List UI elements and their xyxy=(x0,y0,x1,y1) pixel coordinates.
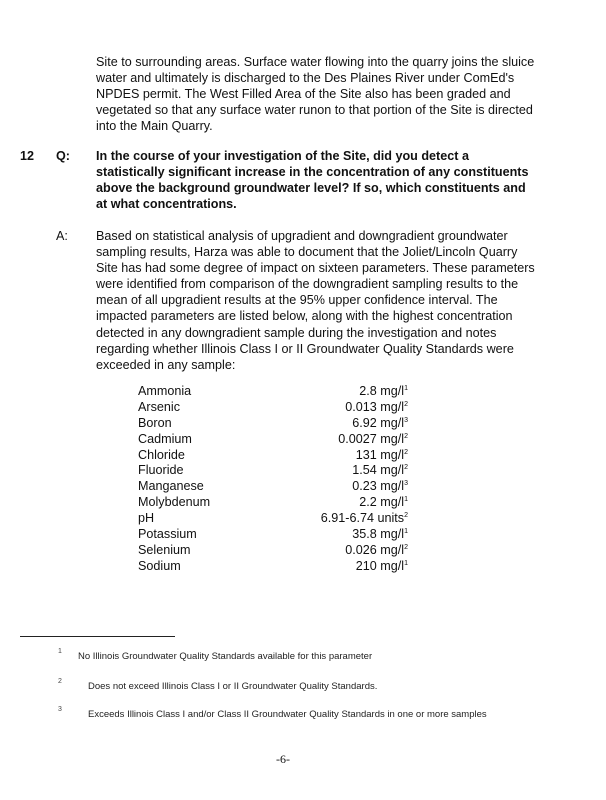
parameter-name: Potassium xyxy=(138,527,197,542)
parameter-row xyxy=(138,448,408,464)
parameter-name: Ammonia xyxy=(138,384,192,398)
parameter-value: 0.0027 $mg/l^2$ xyxy=(338,431,408,446)
parameter-name: Molybdenum xyxy=(138,495,211,510)
parameter-value: 6.91-6.74 units$^2$ xyxy=(320,511,408,526)
parameter-value: 0.23 $mg/l^3$ xyxy=(352,479,408,494)
parameter-value: 6.92 $mg/l^3$ xyxy=(352,415,408,430)
footnote-1: No Illinois Groundwater Quality Standards available for this parameter xyxy=(78,651,373,662)
parameter-name: Boron xyxy=(138,415,172,430)
parameter-name: Cadmium xyxy=(138,431,192,446)
parameter-name: Arsenic xyxy=(138,399,180,414)
parameter-name: pH xyxy=(138,511,155,526)
parameter-row xyxy=(138,511,408,527)
parameter-row xyxy=(138,463,408,479)
footnote-mark: 3 xyxy=(58,706,62,713)
parameter-value: 2.2 $mg/l^1$ xyxy=(359,495,408,510)
parameter-name: Selenium xyxy=(138,542,191,557)
parameter-row xyxy=(138,400,408,416)
parameter-value: 0.013 $mg/l^2$ xyxy=(345,399,408,414)
parameter-name: Manganese xyxy=(138,479,204,494)
parameter-name: Sodium xyxy=(138,558,181,573)
parameter-row xyxy=(138,495,408,511)
question-text: In the course of your investigation of the Site, did you detect a statistically significant increase in the concentration of any constituents above the background groundwater level? If so, which constituents and at what concentrations. xyxy=(96,149,529,212)
parameter-value: 2.8 $mg/l^1$ xyxy=(359,384,408,398)
parameter-row xyxy=(138,543,408,559)
footnote-2: Does not exceed Illinois Class I or II Groundwater Quality Standards. xyxy=(88,681,378,692)
page-number: -6- xyxy=(276,752,290,766)
parameter-row xyxy=(138,527,408,543)
parameter-value: 131 $mg/l^2$ xyxy=(355,447,408,462)
answer-label: A: xyxy=(56,229,68,243)
footnote-divider xyxy=(20,636,175,637)
footnote-mark: 2 xyxy=(58,678,62,685)
parameter-name: Fluoride xyxy=(138,463,184,478)
question-label: Q: xyxy=(56,149,70,163)
parameter-row xyxy=(138,384,408,400)
answer-text: Based on statistical analysis of upgradient and downgradient groundwater sampling results, Harza was able to document that the Joliet/Lincoln Quarry Site has had some degree of impact on sixteen parameters. These parameters were identified from comparison of the downgradient sampling results to the mean of all upgradient results at the 95% upper confidence interval. The impacted parameters are listed below, along with the highest concentration detected in any downgradient sample during the investigation and notes regarding whether Illinois Class I or II Groundwater Quality Standards were exceeded in any sample: xyxy=(96,229,535,372)
parameter-value: 1.54 $mg/l^2$ xyxy=(352,463,408,478)
question-number: 12 xyxy=(20,149,35,163)
parameter-list xyxy=(138,384,408,575)
parameter-name: Chloride xyxy=(138,447,185,462)
parameter-value: 210 $mg/l^1$ xyxy=(355,558,408,573)
intro-paragraph: Site to surrounding areas. Surface water flowing into the quarry joins the sluice water and ultimately is discharged to the Des Plaines River under ComEd's NPDES permit. The West Filled Area of the Site also has been graded and vegetated so that any surface water runon to that portion of the Site is directed into the Main Quarry. xyxy=(96,55,535,134)
parameter-row xyxy=(138,416,408,432)
footnote-mark: 1 xyxy=(58,648,62,655)
parameter-row xyxy=(138,432,408,448)
parameter-row xyxy=(138,479,408,495)
parameter-value: 0.026 $mg/l^2$ xyxy=(345,542,408,557)
footnote-3: Exceeds Illinois Class I and/or Class II Groundwater Quality Standards in one or more samples xyxy=(88,709,487,720)
parameter-value: 35.8 $mg/l^1$ xyxy=(352,527,408,542)
parameter-row xyxy=(138,559,408,575)
